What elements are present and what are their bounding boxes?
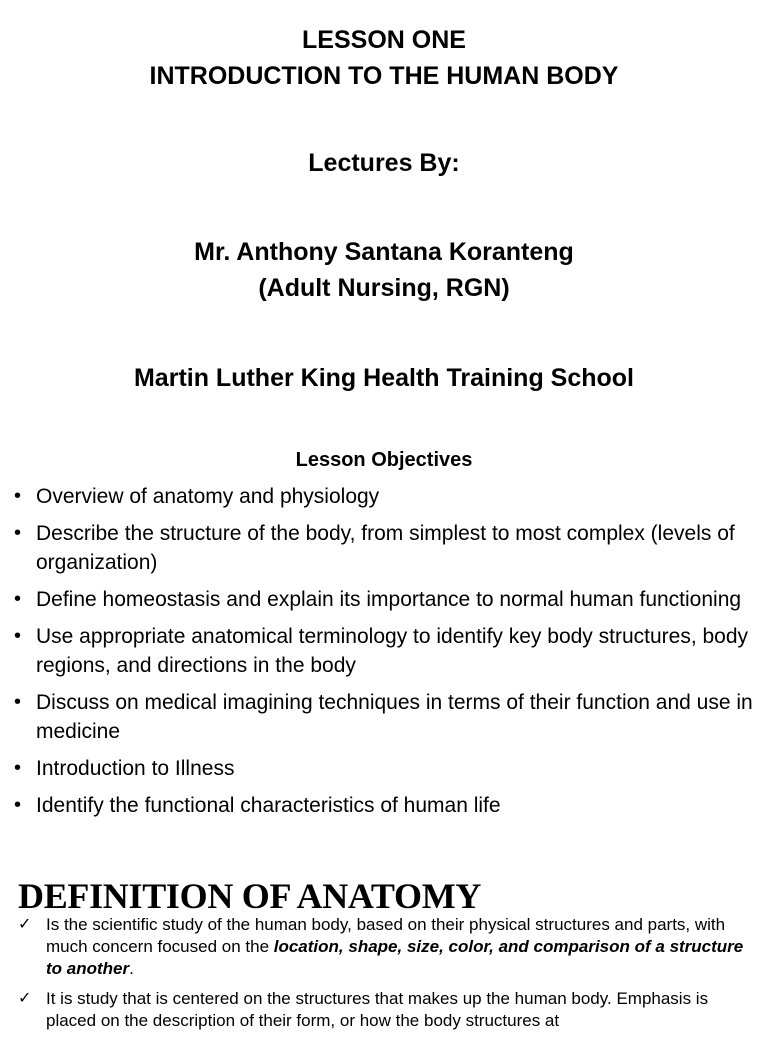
bullet-icon: •: [14, 625, 22, 647]
definition-list: [16, 914, 746, 1040]
definition-heading: DEFINITION OF ANATOMY: [18, 876, 482, 916]
lectures-by-label: Lectures By:: [308, 149, 460, 177]
emphasis-text: location, shape, size, color, and comparison of a structure to another: [46, 937, 744, 978]
list-item: • Use appropriate anatomical terminology to identify key body structures, body regions, and directions in the body: [14, 622, 754, 680]
lesson-topic: INTRODUCTION TO THE HUMAN BODY: [149, 62, 619, 90]
list-item: • Identify the functional characteristics of human life: [14, 791, 754, 820]
checkmark-icon: ✓: [18, 990, 32, 1007]
list-item: • Describe the structure of the body, from simplest to most complex (levels of organization): [14, 519, 754, 577]
lecturer-credentials: (Adult Nursing, RGN): [258, 274, 510, 302]
objectives-heading: Lesson Objectives: [295, 449, 473, 471]
bullet-icon: •: [14, 794, 22, 816]
list-item: • Overview of anatomy and physiology: [14, 482, 754, 511]
list-item: ✓ Is the scientific study of the human body, based on their physical structures and parts, with much concern focused on the location, shape, size, color, and comparison of a structure to another.: [18, 915, 744, 978]
bullet-icon: •: [14, 691, 22, 713]
lesson-number: LESSON ONE: [302, 26, 466, 54]
bullet-icon: •: [14, 588, 22, 610]
objectives-list: [14, 482, 754, 828]
lesson-title: [0, 22, 768, 94]
bullet-icon: •: [14, 522, 22, 544]
list-item: • Define homeostasis and explain its importance to normal human functioning: [14, 585, 754, 614]
list-item: • Introduction to Illness: [14, 754, 754, 783]
list-item: • Discuss on medical imagining techniques in terms of their function and use in medicine: [14, 688, 754, 746]
bullet-icon: •: [14, 485, 22, 507]
school-name: Martin Luther King Health Training School: [133, 364, 634, 392]
bullet-icon: •: [14, 757, 22, 779]
list-item: ✓ It is study that is centered on the structures that makes up the human body. Emphasis is placed on the description of their form, or how the body structures at: [18, 989, 709, 1030]
checkmark-icon: ✓: [18, 916, 32, 933]
lecturer-name: Mr. Anthony Santana Koranteng: [194, 238, 574, 266]
